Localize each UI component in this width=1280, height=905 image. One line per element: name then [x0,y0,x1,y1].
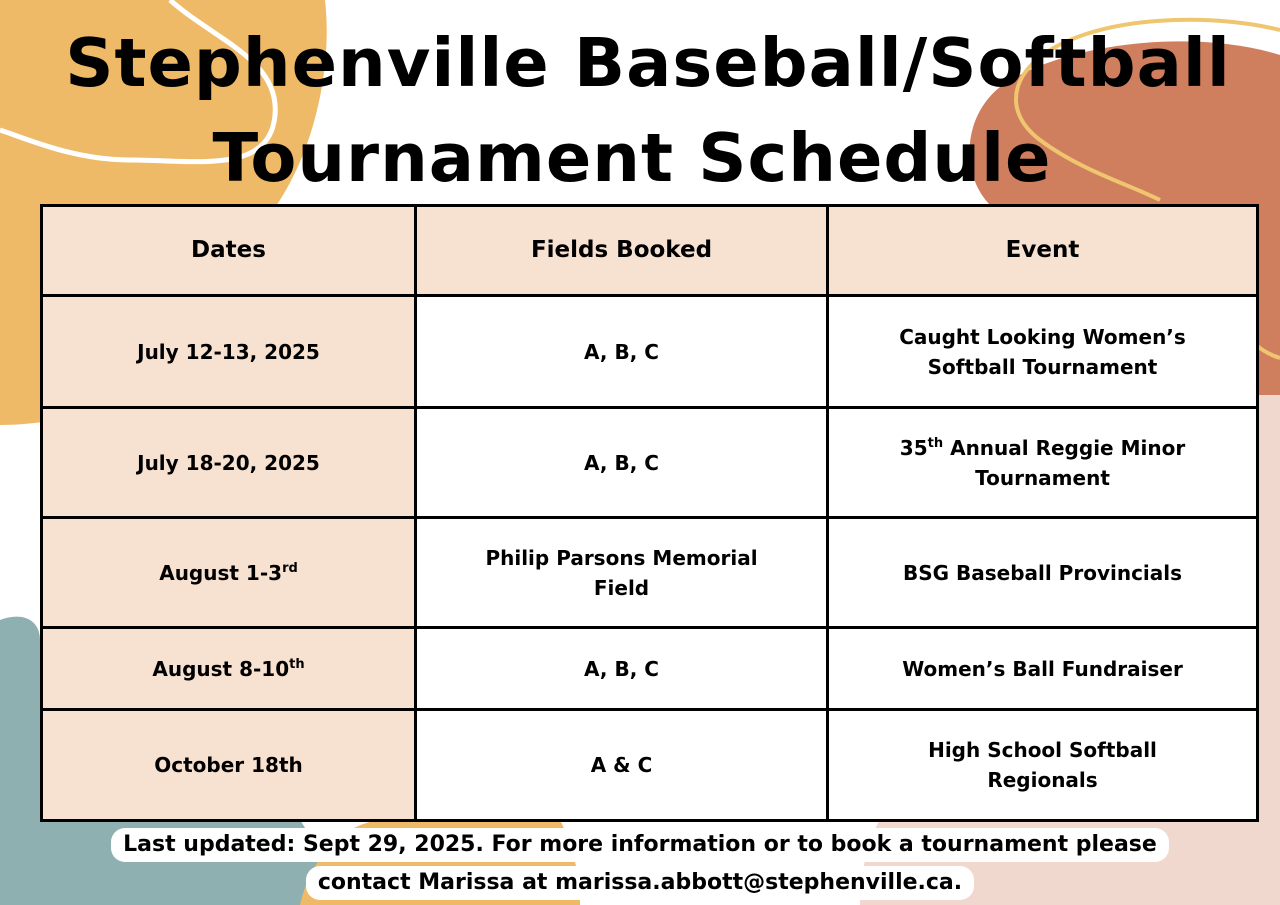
date-text: August 8-10 [152,656,290,681]
event-line-1: Women’s Ball Fundraiser [902,656,1183,681]
fields-line-1: A, B, C [584,450,659,475]
date-suffix: rd [282,560,298,576]
header-event: Event [828,206,1258,296]
date-cell [42,408,416,518]
event-line-1: High School Softball [928,738,1157,762]
table-header-row [42,206,1258,296]
date-text: July 18-20, 2025 [137,450,320,475]
date-text: August 1-3 [159,560,283,585]
fields-cell [416,518,828,628]
date-suffix: th [289,656,305,672]
event-line-1: Caught Looking Women’s [899,324,1186,349]
date-cell [42,710,416,821]
event-line-2: Softball Tournament [927,354,1158,379]
fields-cell [416,296,828,408]
event-cell [828,408,1258,518]
event-line-2: Regionals [987,768,1098,792]
date-cell [42,518,416,628]
date-text: October 18th [154,753,303,777]
event-suffix: th [927,435,944,451]
event-line-1: BSG Baseball Provincials [902,560,1183,585]
title-line-1: Stephenville Baseball/Softball [65,24,1231,102]
date-text: July 12-13, 2025 [137,339,320,364]
table-row [42,296,1258,408]
fields-cell [416,710,828,821]
fields-line-1: A & C [590,753,653,777]
rust-blob-side [1256,205,1280,395]
fields-line-1: Philip Parsons Memorial [485,545,758,570]
date-cell [42,296,416,408]
table-row [42,710,1258,821]
table-row [42,628,1258,710]
title-line-2: Tournament Schedule [212,119,1052,197]
event-cell [828,518,1258,628]
schedule-table [40,204,1259,822]
event-cell [828,710,1258,821]
fields-cell [416,408,828,518]
date-cell [42,628,416,710]
fields-cell [416,628,828,710]
footer-line-2: contact Marissa at marissa.abbott@stephenville.ca. [306,866,974,900]
table-row [42,518,1258,628]
event-cell [828,628,1258,710]
header-dates: Dates [42,206,416,296]
event-cell [828,296,1258,408]
fields-line-1: A, B, C [584,339,659,364]
footer-line-1: Last updated: Sept 29, 2025. For more information or to book a tournament please [111,828,1169,862]
event-line-2: Tournament [975,465,1110,490]
event-line-1: Annual Reggie Minor [943,435,1186,460]
header-fields-booked: Fields Booked [416,206,828,296]
fields-line-2: Field [593,575,650,600]
footer-line-1-wrap [0,828,1280,862]
table-row [42,408,1258,518]
footer-line-2-wrap [0,866,1280,900]
event-prefix: 35 [899,435,928,460]
fields-line-1: A, B, C [584,656,659,681]
